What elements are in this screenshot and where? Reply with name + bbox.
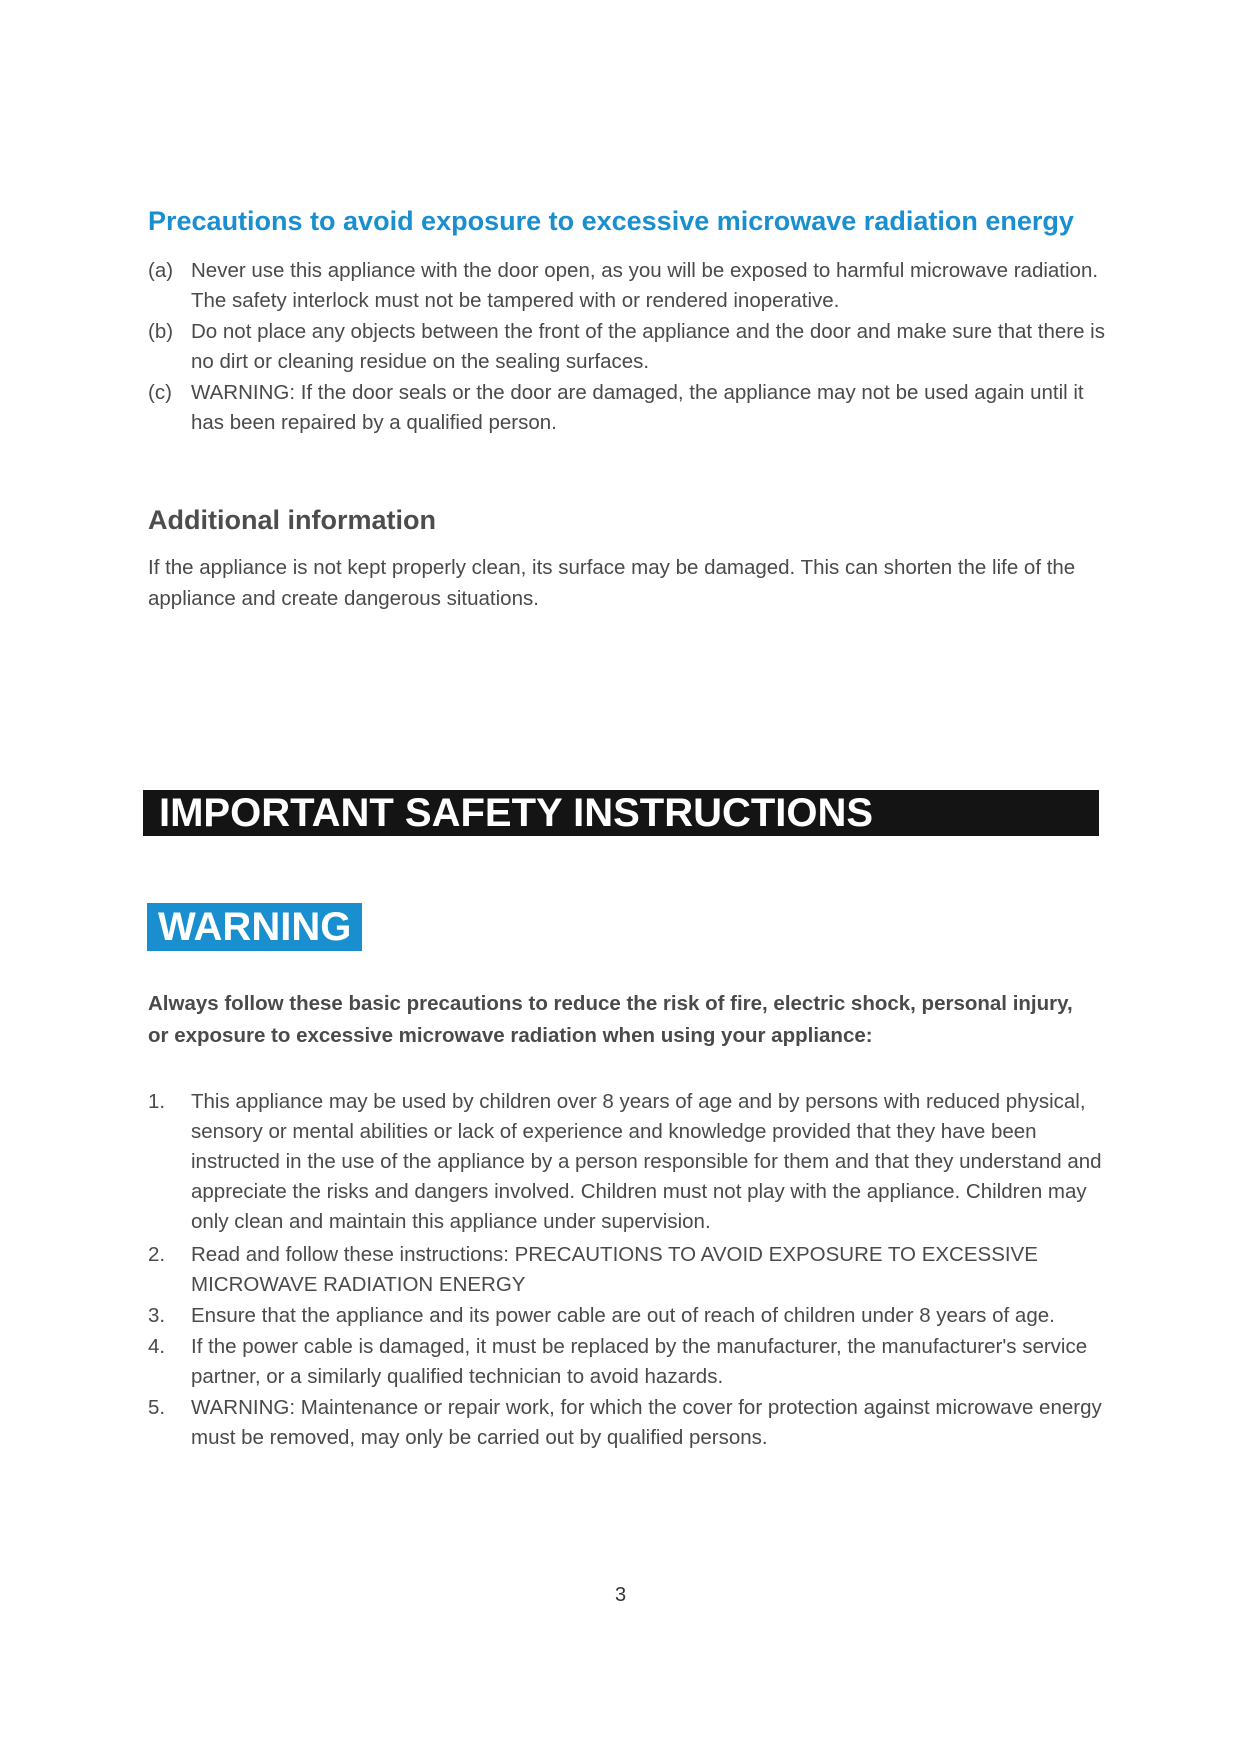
page-number: 3 (614, 1584, 627, 1606)
additional-info-heading: Additional information (148, 505, 436, 535)
safety-item-4 (148, 1332, 1108, 1392)
precaution-item-text: Do not place any objects between the front of the appliance and the door and make sure that there is no dirt or cleaning residue on the sealing surfaces. (191, 320, 1105, 373)
precaution-item-a (148, 256, 1108, 316)
precaution-item-label: (c) (148, 381, 172, 404)
precaution-item-label: (b) (148, 320, 174, 343)
safety-item-2 (148, 1240, 1108, 1300)
precaution-item-text: Never use this appliance with the door open, as you will be exposed to harmful microwave radiation. The safety interlock must not be tampered with or rendered inoperative. (191, 259, 1099, 312)
safety-item-number: 4. (148, 1335, 166, 1358)
precaution-item-c (148, 378, 1108, 438)
precaution-item-label: (a) (148, 259, 174, 282)
safety-item-3 (148, 1301, 1108, 1331)
precautions-heading: Precautions to avoid exposure to excessive microwave radiation energy (148, 206, 1074, 236)
safety-item-text: If the power cable is damaged, it must be replaced by the manufacturer, the manufacturer's service partner, or a similarly qualified technician to avoid hazards. (191, 1335, 1088, 1388)
safety-item-number: 1. (148, 1090, 166, 1113)
safety-item-text: Ensure that the appliance and its power cable are out of reach of children under 8 years of age. (191, 1304, 1055, 1327)
safety-item-number: 2. (148, 1243, 166, 1266)
safety-item-text: This appliance may be used by children over 8 years of age and by persons with reduced physical, sensory or mental abilities or lack of experience and knowledge provided that they have been instructed in the use of the appliance by a person responsible for them and that they understand and appreciate the risks and dangers involved. Children must not play with the appliance. Children may only clean and maintain this appliance under supervision. (191, 1090, 1102, 1233)
safety-item-number: 5. (148, 1396, 166, 1419)
safety-item-text: WARNING: Maintenance or repair work, for which the cover for protection against microwave energy must be removed, may only be carried out by qualified persons. (191, 1396, 1102, 1449)
safety-item-text: Read and follow these instructions: PRECAUTIONS TO AVOID EXPOSURE TO EXCESSIVE MICROWAVE RADIATION ENERGY (191, 1243, 1038, 1296)
additional-info-text: If the appliance is not kept properly clean, its surface may be damaged. This can shorten the life of the appliance and create dangerous situations. (148, 556, 1076, 610)
safety-item-number: 3. (148, 1304, 166, 1327)
safety-instructions-banner: IMPORTANT SAFETY INSTRUCTIONS (143, 790, 1099, 836)
warning-badge: WARNING (147, 903, 362, 951)
safety-item-1 (148, 1087, 1108, 1237)
safety-lead-text: Always follow these basic precautions to reduce the risk of fire, electric shock, personal injury, or exposure to excessive microwave radiation when using your appliance: (148, 992, 1073, 1047)
precaution-item-b (148, 317, 1108, 377)
safety-item-5 (148, 1393, 1108, 1453)
precaution-item-text: WARNING: If the door seals or the door are damaged, the appliance may not be used again until it has been repaired by a qualified person. (191, 381, 1084, 434)
